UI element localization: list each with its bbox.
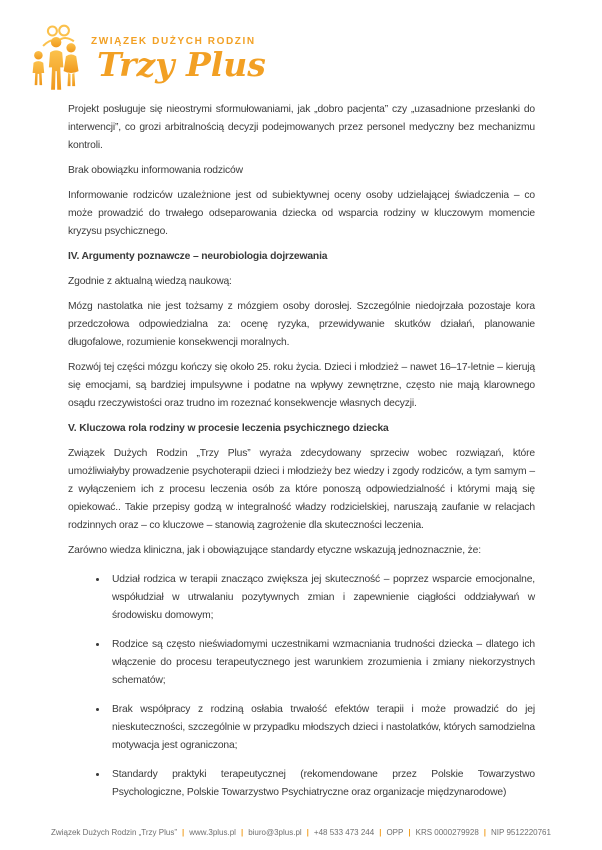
paragraph-subjective-assessment: Informowanie rodziców uzależnione jest od subiektywnej oceny osoby udzielającej świadczenia – co może prowadzić do trwałego odseparowania dziecka od wsparcia rodziny w kluczowym momencie kryzysu psychicznego. (68, 190, 535, 237)
footer-separator: | (306, 828, 309, 837)
footer-nip: NIP 9512220761 (491, 828, 551, 837)
footer-krs: KRS 0000279928 (415, 828, 479, 837)
section-heading-v: V. Kluczowa rola rodziny w procesie leczenia psychicznego dziecka (68, 423, 389, 434)
paragraph-vague-wording: Projekt posługuje się nieostrymi sformułowaniami, jak „dobro pacjenta” czy „uzasadnione przesłanki do interwencji”, co grozi arbitralnością decyzji podejmowanych przez personel medyczny bez mechanizmu kontroli. (68, 104, 535, 151)
footer-separator: | (379, 828, 382, 837)
paragraph-standards-intro: Zarówno wiedza kliniczna, jak i obowiązujące standardy etyczne wskazują jednoznacznie, że: (68, 545, 481, 556)
paragraph-no-parent-notification: Brak obowiązku informowania rodziców (68, 165, 243, 176)
page-footer (0, 828, 602, 837)
family-silhouette-icon (30, 23, 86, 95)
footer-email: biuro@3plus.pl (248, 828, 302, 837)
list-item-unaware-participants: • Rodzice są często nieświadomymi uczestnikami wzmacniania trudności dziecka – dlatego ich włączenie do procesu terapeutycznego jest warunkiem zrozumienia i zmiany niekorzystnych schematów; (108, 635, 535, 690)
paragraph-brain-development: Rozwój tej części mózgu kończy się około 25. roku życia. Dzieci i młodzież – nawet 16–17-letnie – kierują się emocjami, są bardziej impulsywne i podatne na wpływy zewnętrzne, często nie mają klarownego osądu rzeczywistości oraz trudno im rozeznać konsekwencje własnych decyzji. (68, 362, 535, 409)
logo-text (91, 23, 266, 83)
list-item-therapeutic-standards: • Standardy praktyki terapeutycznej (rekomendowane przez Polskie Towarzystwo Psychologiczne, Polskie Towarzystwo Psychiatryczne oraz organizacje międzynarodowe) (108, 765, 535, 802)
footer-separator: | (240, 828, 244, 837)
footer-org-name: Związek Dużych Rodzin „Trzy Plus” (51, 828, 177, 837)
paragraph-teen-brain: Mózg nastolatka nie jest tożsamy z mózgiem osoby dorosłej. Szczególnie niedojrzała pozostaje kora przedczołowa odpowiedzialna za: ocenę ryzyka, przewidywanie skutków działań, planowanie długofalowe, rozumienie konsekwencji moralnych. (68, 301, 535, 348)
footer-separator: | (483, 828, 487, 837)
list-item-parent-participation: • Udział rodzica w terapii znacząco zwiększa jej skuteczność – poprzez wsparcie emocjonalne, współudział w utrwalaniu pozytywnych zmian i zapewnienie ciągłości oddziaływań w środowisku domowym; (108, 570, 535, 625)
paragraph-scientific-knowledge: Zgodnie z aktualną wiedzą naukową: (68, 276, 232, 287)
document-body (68, 101, 535, 812)
logo-org-name: ZWIĄZEK DUŻYCH RODZIN (91, 36, 256, 47)
paragraph-association-position: Związek Dużych Rodzin „Trzy Plus” wyraża zdecydowany sprzeciw wobec rozwiązań, które umożliwiałyby prowadzenie psychoterapii dzieci i młodzieży bez wiedzy i zgody rodziców, a tym samym – z wyłączeniem ich z procesu leczenia osób za które ponoszą odpowiedzialność i którymi mają się opiekować.. Takie przepisy godzą w integralność władzy rodzicielskiej, naruszają zaufanie w relacjach rodzinnych oraz – co kluczowe – stanowią zagrożenie dla skuteczności leczenia. (68, 448, 535, 531)
section-heading-iv: IV. Argumenty poznawcze – neurobiologia dojrzewania (68, 251, 328, 262)
footer-separator: | (182, 828, 185, 837)
footer-phone: +48 533 473 244 (313, 828, 375, 837)
list-item-lack-of-cooperation: • Brak współpracy z rodziną osłabia trwałość efektów terapii i może prowadzić do jej nieskuteczności, szczególnie w przypadku młodszych dzieci i nastolatków, których samodzielna motywacja jest ograniczona; (108, 700, 535, 755)
footer-opp: OPP (386, 828, 404, 837)
trzy-plus-logo (30, 23, 266, 95)
bullet-list (68, 570, 535, 802)
footer-separator: | (408, 828, 411, 837)
logo-brand-name: Trzy Plus (97, 45, 266, 84)
footer-website: www.3plus.pl (189, 828, 236, 837)
